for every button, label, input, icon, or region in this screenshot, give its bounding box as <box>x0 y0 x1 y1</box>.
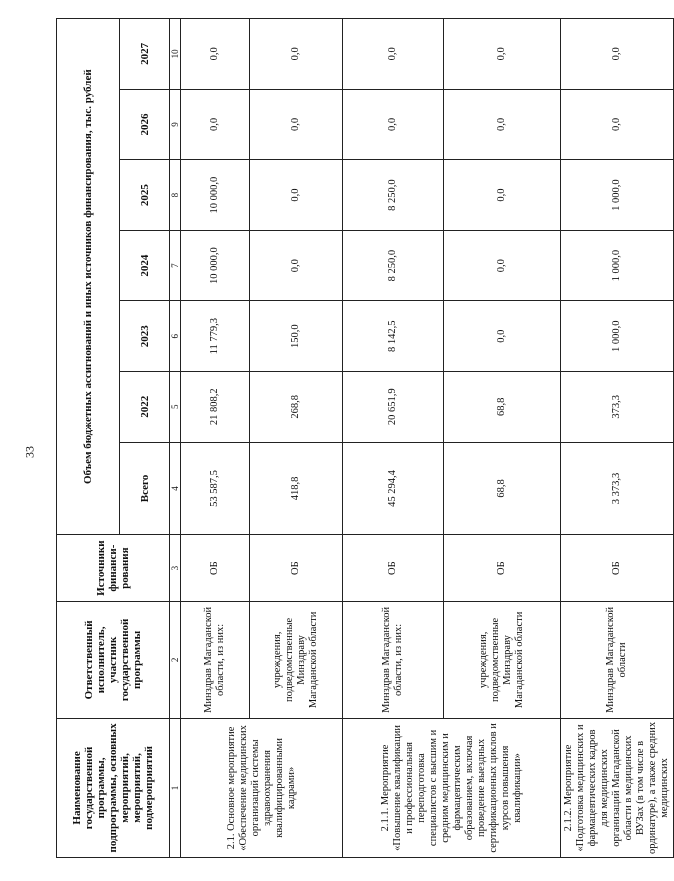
row-source: ОБ <box>181 535 250 602</box>
index-row <box>170 19 181 858</box>
row-value: 0,0 <box>181 19 250 90</box>
row-value: 45 294,4 <box>343 442 444 535</box>
row-value: 0,0 <box>444 89 561 160</box>
column-index: 9 <box>170 89 181 160</box>
row-executor: Минздрав Магаданской области <box>561 601 674 718</box>
header-year: 2022 <box>120 372 170 443</box>
row-value: 8 142,5 <box>343 301 444 372</box>
header-year: 2024 <box>120 230 170 301</box>
table-row <box>561 19 674 858</box>
row-source: ОБ <box>343 535 444 602</box>
row-value: 0,0 <box>343 19 444 90</box>
header-funding-group: Объем бюджетных ассигнований и иных источников финансирования, тыс. рублей <box>57 19 120 535</box>
row-value: 0,0 <box>250 89 343 160</box>
column-index: 4 <box>170 442 181 535</box>
row-value: 68,8 <box>444 442 561 535</box>
table-row <box>181 19 250 858</box>
header-year: 2025 <box>120 160 170 231</box>
row-value: 0,0 <box>444 230 561 301</box>
header-row-group <box>57 19 120 858</box>
header-name: Наименование государственной программы, подпрограммы, основных мероприятий, мероприятий, подмероприятий <box>57 718 170 857</box>
row-source: ОБ <box>444 535 561 602</box>
column-index: 7 <box>170 230 181 301</box>
row-executor: учреждения, подведомственные Минздраву Магаданской области <box>250 601 343 718</box>
financing-table <box>56 18 674 858</box>
row-value: 1 000,0 <box>561 230 674 301</box>
row-value: 0,0 <box>250 160 343 231</box>
row-value: 8 250,0 <box>343 230 444 301</box>
table-row <box>343 19 444 858</box>
row-name: 2.1.1. Мероприятие «Повышение квалификации и профессиональная переподготовка специалистов с высшим и средним медицинским и фармацевтическим образованием, включая проведение выездных сертификационных циклов и курсов повышения квалификации» <box>343 718 561 857</box>
row-executor: учреждения, подведомственные Минздраву Магаданской области <box>444 601 561 718</box>
row-value: 0,0 <box>250 230 343 301</box>
row-source: ОБ <box>561 535 674 602</box>
header-source: Источники финанси-рования <box>57 535 170 602</box>
row-name: 2.1.2. Мероприятие «Подготовка медицинских и фармацевтических кадров для медицинских организаций Магаданской области в медицинских ВУЗах (в том числе в ординатуре), а также средних медицинских <box>561 718 674 857</box>
row-value: 11 779,3 <box>181 301 250 372</box>
row-value: 0,0 <box>181 89 250 160</box>
header-year: 2026 <box>120 89 170 160</box>
row-value: 418,8 <box>250 442 343 535</box>
header-executor: Ответственный исполнитель, участник государственной программы <box>57 601 170 718</box>
row-value: 20 651,9 <box>343 372 444 443</box>
row-value: 0,0 <box>561 19 674 90</box>
row-value: 0,0 <box>444 19 561 90</box>
row-value: 0,0 <box>250 19 343 90</box>
rotated-page <box>56 18 670 858</box>
header-year: Всего <box>120 442 170 535</box>
row-executor: Минздрав Магаданской области, из них: <box>343 601 444 718</box>
row-value: 10 000,0 <box>181 230 250 301</box>
header-year: 2023 <box>120 301 170 372</box>
column-index: 3 <box>170 535 181 602</box>
row-source: ОБ <box>250 535 343 602</box>
row-value: 1 000,0 <box>561 301 674 372</box>
row-value: 8 250,0 <box>343 160 444 231</box>
row-value: 0,0 <box>343 89 444 160</box>
column-index: 10 <box>170 19 181 90</box>
page-number: 33 <box>22 446 37 458</box>
column-index: 8 <box>170 160 181 231</box>
row-value: 21 808,2 <box>181 372 250 443</box>
column-index: 5 <box>170 372 181 443</box>
row-value: 0,0 <box>444 301 561 372</box>
row-value: 53 587,5 <box>181 442 250 535</box>
column-index: 6 <box>170 301 181 372</box>
row-value: 68,8 <box>444 372 561 443</box>
column-index: 1 <box>170 718 181 857</box>
header-year: 2027 <box>120 19 170 90</box>
row-value: 150,0 <box>250 301 343 372</box>
row-value: 0,0 <box>561 89 674 160</box>
row-value: 3 373,3 <box>561 442 674 535</box>
row-executor: Минздрав Магаданской области, из них: <box>181 601 250 718</box>
row-value: 268,8 <box>250 372 343 443</box>
row-name: 2.1. Основное мероприятие «Обеспечение медицинских организаций системы здравоохранения квалифицированными кадрами» <box>181 718 343 857</box>
row-value: 1 000,0 <box>561 160 674 231</box>
row-value: 0,0 <box>444 160 561 231</box>
row-value: 10 000,0 <box>181 160 250 231</box>
row-value: 373,3 <box>561 372 674 443</box>
column-index: 2 <box>170 601 181 718</box>
